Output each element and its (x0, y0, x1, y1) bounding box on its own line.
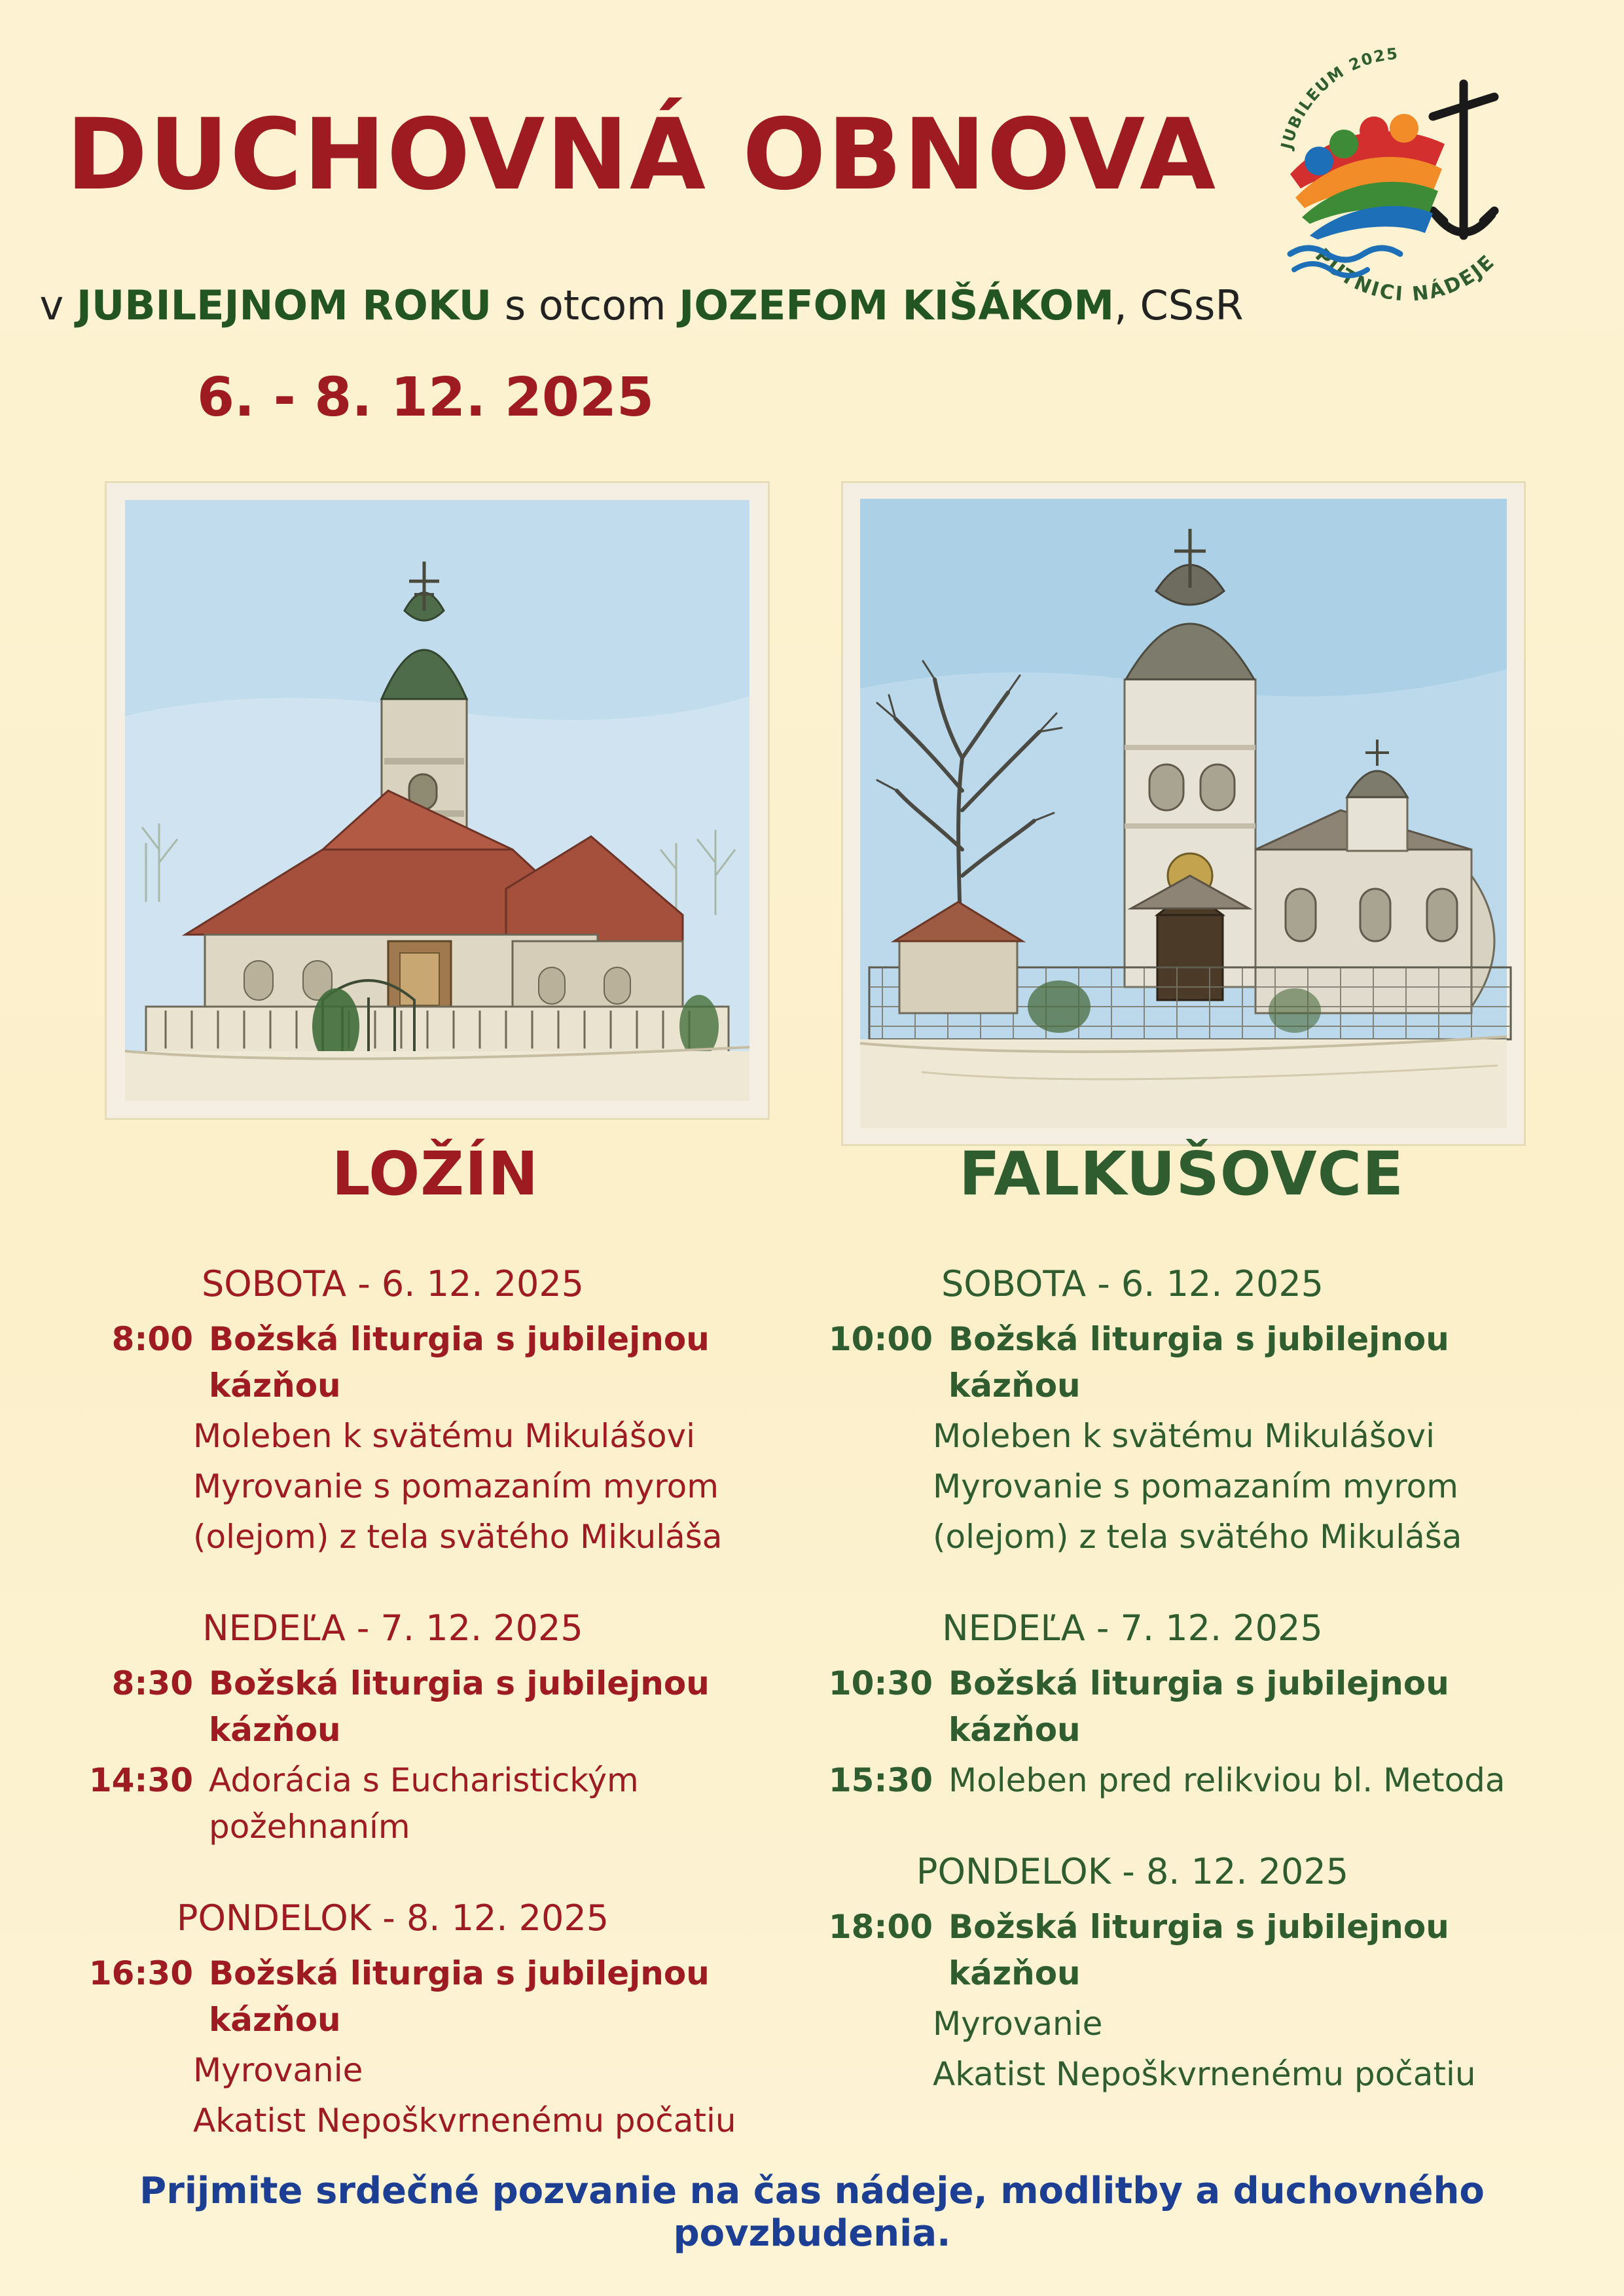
schedule-text: Akatist Nepoškvrnenému počatiu (933, 2055, 1476, 2093)
schedule-text: Božská liturgia s jubilejnou kázňou (948, 1908, 1449, 1992)
subtitle-suffix: , CSsR (1114, 281, 1244, 329)
jubilee-logo (1264, 46, 1572, 340)
church-illustration-lozin (105, 481, 770, 1120)
schedule-day-label: PONDELOK - 8. 12. 2025 (176, 1897, 609, 1939)
schedule-text: Myrovanie (193, 2051, 363, 2089)
schedule-row (62, 1660, 802, 1753)
svg-text:JUBILEUM 2025: JUBILEUM 2025 (1277, 46, 1400, 151)
schedule-row (802, 1413, 1542, 1460)
schedule-text: Moleben k svätému Mikulášovi (193, 1417, 696, 1455)
schedule-day-label: SOBOTA - 6. 12. 2025 (941, 1263, 1324, 1304)
schedule-time: 16:30 (88, 1954, 193, 1992)
schedule-text: (olejom) z tela svätého Mikuláša (933, 1518, 1462, 1556)
schedule-row (802, 1514, 1542, 1560)
schedule-row (802, 1904, 1542, 1997)
schedule-row (62, 1413, 802, 1460)
schedule-block (62, 1607, 802, 1850)
schedule-text: Božská liturgia s jubilejnou kázňou (948, 1320, 1449, 1405)
schedule-text: Božská liturgia s jubilejnou kázňou (209, 1320, 710, 1405)
schedule-text: Božská liturgia s jubilejnou kázňou (209, 1664, 710, 1749)
schedule-time: 10:30 (828, 1664, 933, 1702)
schedule-text: Myrovanie (933, 2005, 1103, 2043)
schedule-block (802, 1263, 1542, 1560)
schedule-row (62, 1950, 802, 2043)
schedule-time: 8:00 (111, 1320, 193, 1358)
subtitle-person: JOZEFOM KIŠÁKOM (679, 281, 1115, 329)
schedule-text: Moleben k svätému Mikulášovi (933, 1417, 1435, 1455)
schedule-row (62, 1514, 802, 1560)
schedule-time: 14:30 (88, 1761, 193, 1799)
subtitle (0, 281, 1283, 329)
schedule-row (802, 1463, 1542, 1510)
schedule-day-label: SOBOTA - 6. 12. 2025 (201, 1263, 585, 1304)
place-name-lozin: LOŽÍN (331, 1139, 539, 1209)
schedule-row (62, 2047, 802, 2094)
invitation-footer: Prijmite srdečné pozvanie na čas nádeje, modlitby a duchovného povzbudenia. (139, 2170, 1485, 2255)
schedule-text: Akatist Nepoškvrnenému počatiu (193, 2102, 736, 2140)
schedule-row (802, 1316, 1542, 1409)
schedule-day-label: NEDEĽA - 7. 12. 2025 (202, 1607, 583, 1649)
schedule-row (802, 1757, 1542, 1804)
schedule-text: Adorácia s Eucharistickým požehnaním (209, 1761, 639, 1846)
schedule-block (62, 1263, 802, 1560)
subtitle-mid: s otcom (492, 281, 679, 329)
schedule-row (62, 1757, 802, 1850)
svg-text:PÚTNICI NÁDEJE: PÚTNICI NÁDEJE (1310, 244, 1500, 306)
church-illustration-falkusovce (841, 481, 1526, 1146)
place-name-falkusovce: FALKUŠOVCE (958, 1139, 1405, 1209)
schedule-column-lozin (62, 1263, 802, 2191)
schedule-day-label: NEDEĽA - 7. 12. 2025 (942, 1607, 1323, 1649)
schedule-row (802, 2001, 1542, 2047)
schedule-block (62, 1897, 802, 2144)
schedule-row (802, 1660, 1542, 1753)
schedule-text: (olejom) z tela svätého Mikuláša (193, 1518, 723, 1556)
subtitle-jubilee: JUBILEJNOM ROKU (76, 281, 492, 329)
page-title: DUCHOVNÁ OBNOVA (65, 98, 1218, 212)
schedule-day-label: PONDELOK - 8. 12. 2025 (916, 1851, 1349, 1892)
schedule-text: Božská liturgia s jubilejnou kázňou (209, 1954, 710, 2039)
schedule-row (802, 2051, 1542, 2098)
schedule-text: Moleben pred relikviou bl. Metoda (948, 1761, 1506, 1799)
event-dates: 6. - 8. 12. 2025 (196, 367, 655, 429)
schedule-time: 8:30 (111, 1664, 193, 1702)
schedule-column-falkusovce (802, 1263, 1542, 2145)
schedule-row (62, 2098, 802, 2144)
schedule-row (62, 1463, 802, 1510)
schedule-text: Myrovanie s pomazaním myrom (193, 1467, 719, 1505)
schedule-text: Božská liturgia s jubilejnou kázňou (948, 1664, 1449, 1749)
schedule-block (802, 1851, 1542, 2098)
schedule-block (802, 1607, 1542, 1804)
schedule-text: Myrovanie s pomazaním myrom (933, 1467, 1458, 1505)
subtitle-prefix: v (39, 281, 77, 329)
schedule-time: 15:30 (828, 1761, 933, 1799)
schedule-time: 10:00 (828, 1320, 933, 1358)
schedule-row (62, 1316, 802, 1409)
schedule-time: 18:00 (828, 1908, 933, 1946)
